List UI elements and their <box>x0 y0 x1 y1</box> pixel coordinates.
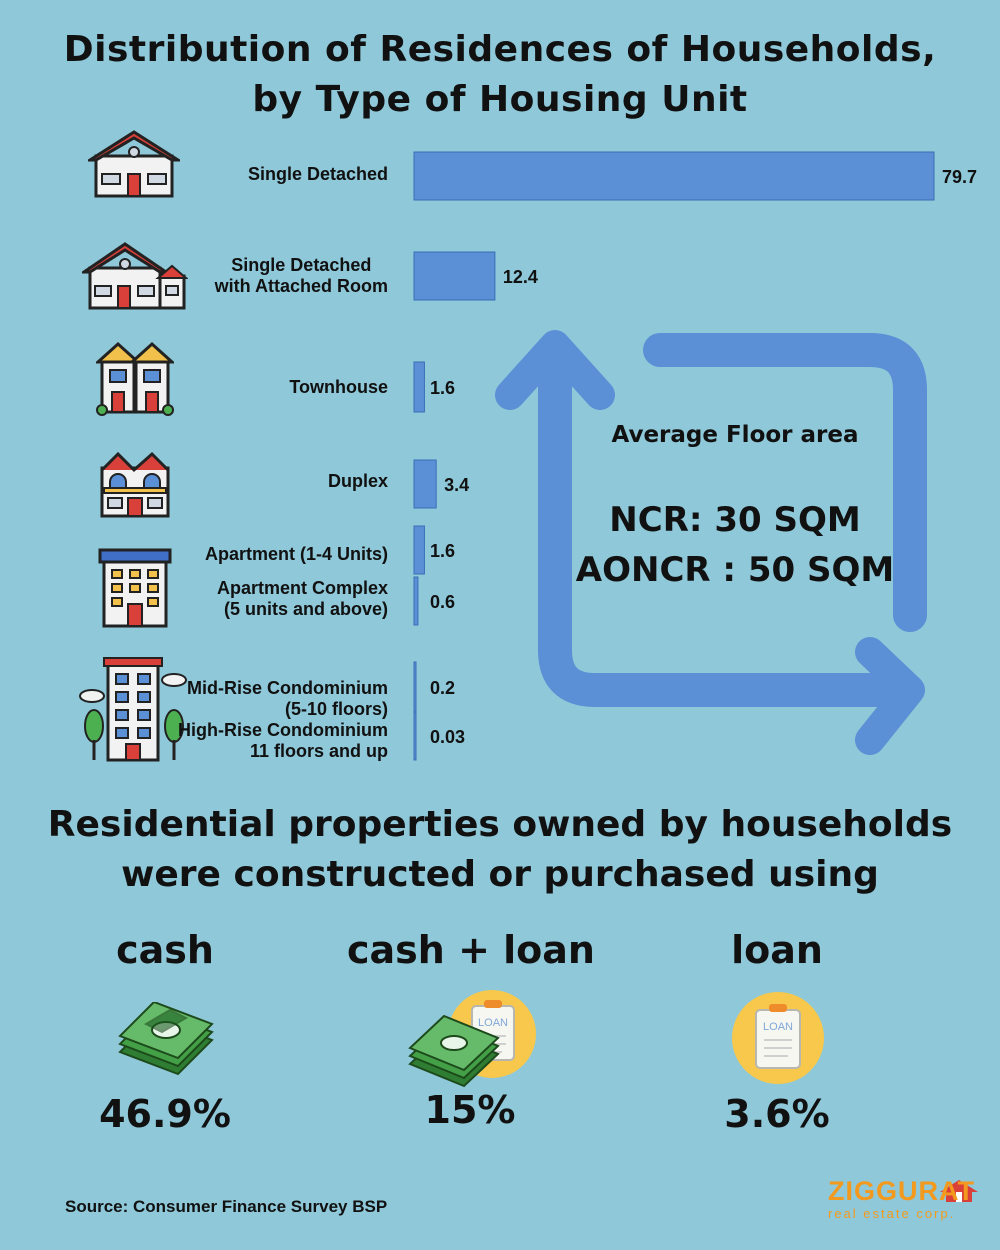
category-label-line: Mid-Rise Condominium <box>187 678 388 698</box>
bar-0 <box>414 152 934 200</box>
section-title-line-1: Residential properties owned by households <box>47 804 953 845</box>
category-label-line: 11 floors and up <box>249 741 388 761</box>
loan-badge-text: LOAN <box>478 1017 508 1029</box>
category-label-line: (5-10 floors) <box>284 699 388 719</box>
source-note: Source: Consumer Finance Survey BSP <box>65 1197 388 1216</box>
bar-5 <box>414 577 418 625</box>
category-label-line: Single Detached <box>231 255 372 275</box>
bar-value-label-1: 12.4 <box>502 267 538 287</box>
category-label-line: Apartment Complex <box>216 578 388 598</box>
floor-area-title: Average Floor area <box>611 422 859 448</box>
method-label-loan: loan <box>731 928 823 972</box>
category-label-line: (5 units and above) <box>223 599 388 619</box>
bar-value-label-4: 1.6 <box>430 541 456 561</box>
bar-4 <box>414 526 424 574</box>
money-loan-icon <box>406 990 538 1090</box>
floor-area-aoncr: AONCR : 50 SQM <box>575 550 895 590</box>
category-label-line: Apartment (1-4 Units) <box>204 544 388 564</box>
cycle-arrow-icon <box>510 345 910 740</box>
logo-name: ZIGGURAT <box>828 1176 975 1206</box>
money-icon <box>116 1002 216 1078</box>
bar-value-label-2: 1.6 <box>430 378 456 398</box>
category-label-line: High-Rise Condominium <box>178 720 388 740</box>
bar-1 <box>414 252 495 300</box>
logo-subtitle: real estate corp. <box>828 1206 956 1221</box>
method-value-cash-loan: 15% <box>424 1088 516 1132</box>
method-value-loan: 3.6% <box>724 1092 830 1136</box>
category-label-line: Townhouse <box>289 377 388 397</box>
bar-3 <box>414 460 436 508</box>
loan-badge-text: LOAN <box>763 1021 793 1033</box>
category-label-line: Single Detached <box>247 164 388 184</box>
category-label-line: Duplex <box>327 471 388 491</box>
chart-title-line-2: by Type of Housing Unit <box>252 79 748 120</box>
category-label-line: with Attached Room <box>214 276 388 296</box>
chart-title-line-1: Distribution of Residences of Households, <box>63 29 937 70</box>
bar-value-label-6: 0.2 <box>430 678 456 698</box>
bar-6 <box>414 662 416 712</box>
loan-icon <box>730 990 826 1086</box>
method-value-cash: 46.9% <box>99 1092 231 1136</box>
floor-area-ncr: NCR: 30 SQM <box>609 500 861 540</box>
bar-value-label-0: 79.7 <box>942 167 978 187</box>
bar-7 <box>414 712 416 760</box>
bar-value-label-5: 0.6 <box>430 592 456 612</box>
bar-2 <box>414 362 424 412</box>
bar-value-label-7: 0.03 <box>430 727 466 747</box>
section-title-line-2: were constructed or purchased using <box>121 854 879 895</box>
method-label-cash-loan: cash + loan <box>347 928 595 972</box>
method-label-cash: cash <box>116 928 214 972</box>
bar-value-label-3: 3.4 <box>444 475 470 495</box>
